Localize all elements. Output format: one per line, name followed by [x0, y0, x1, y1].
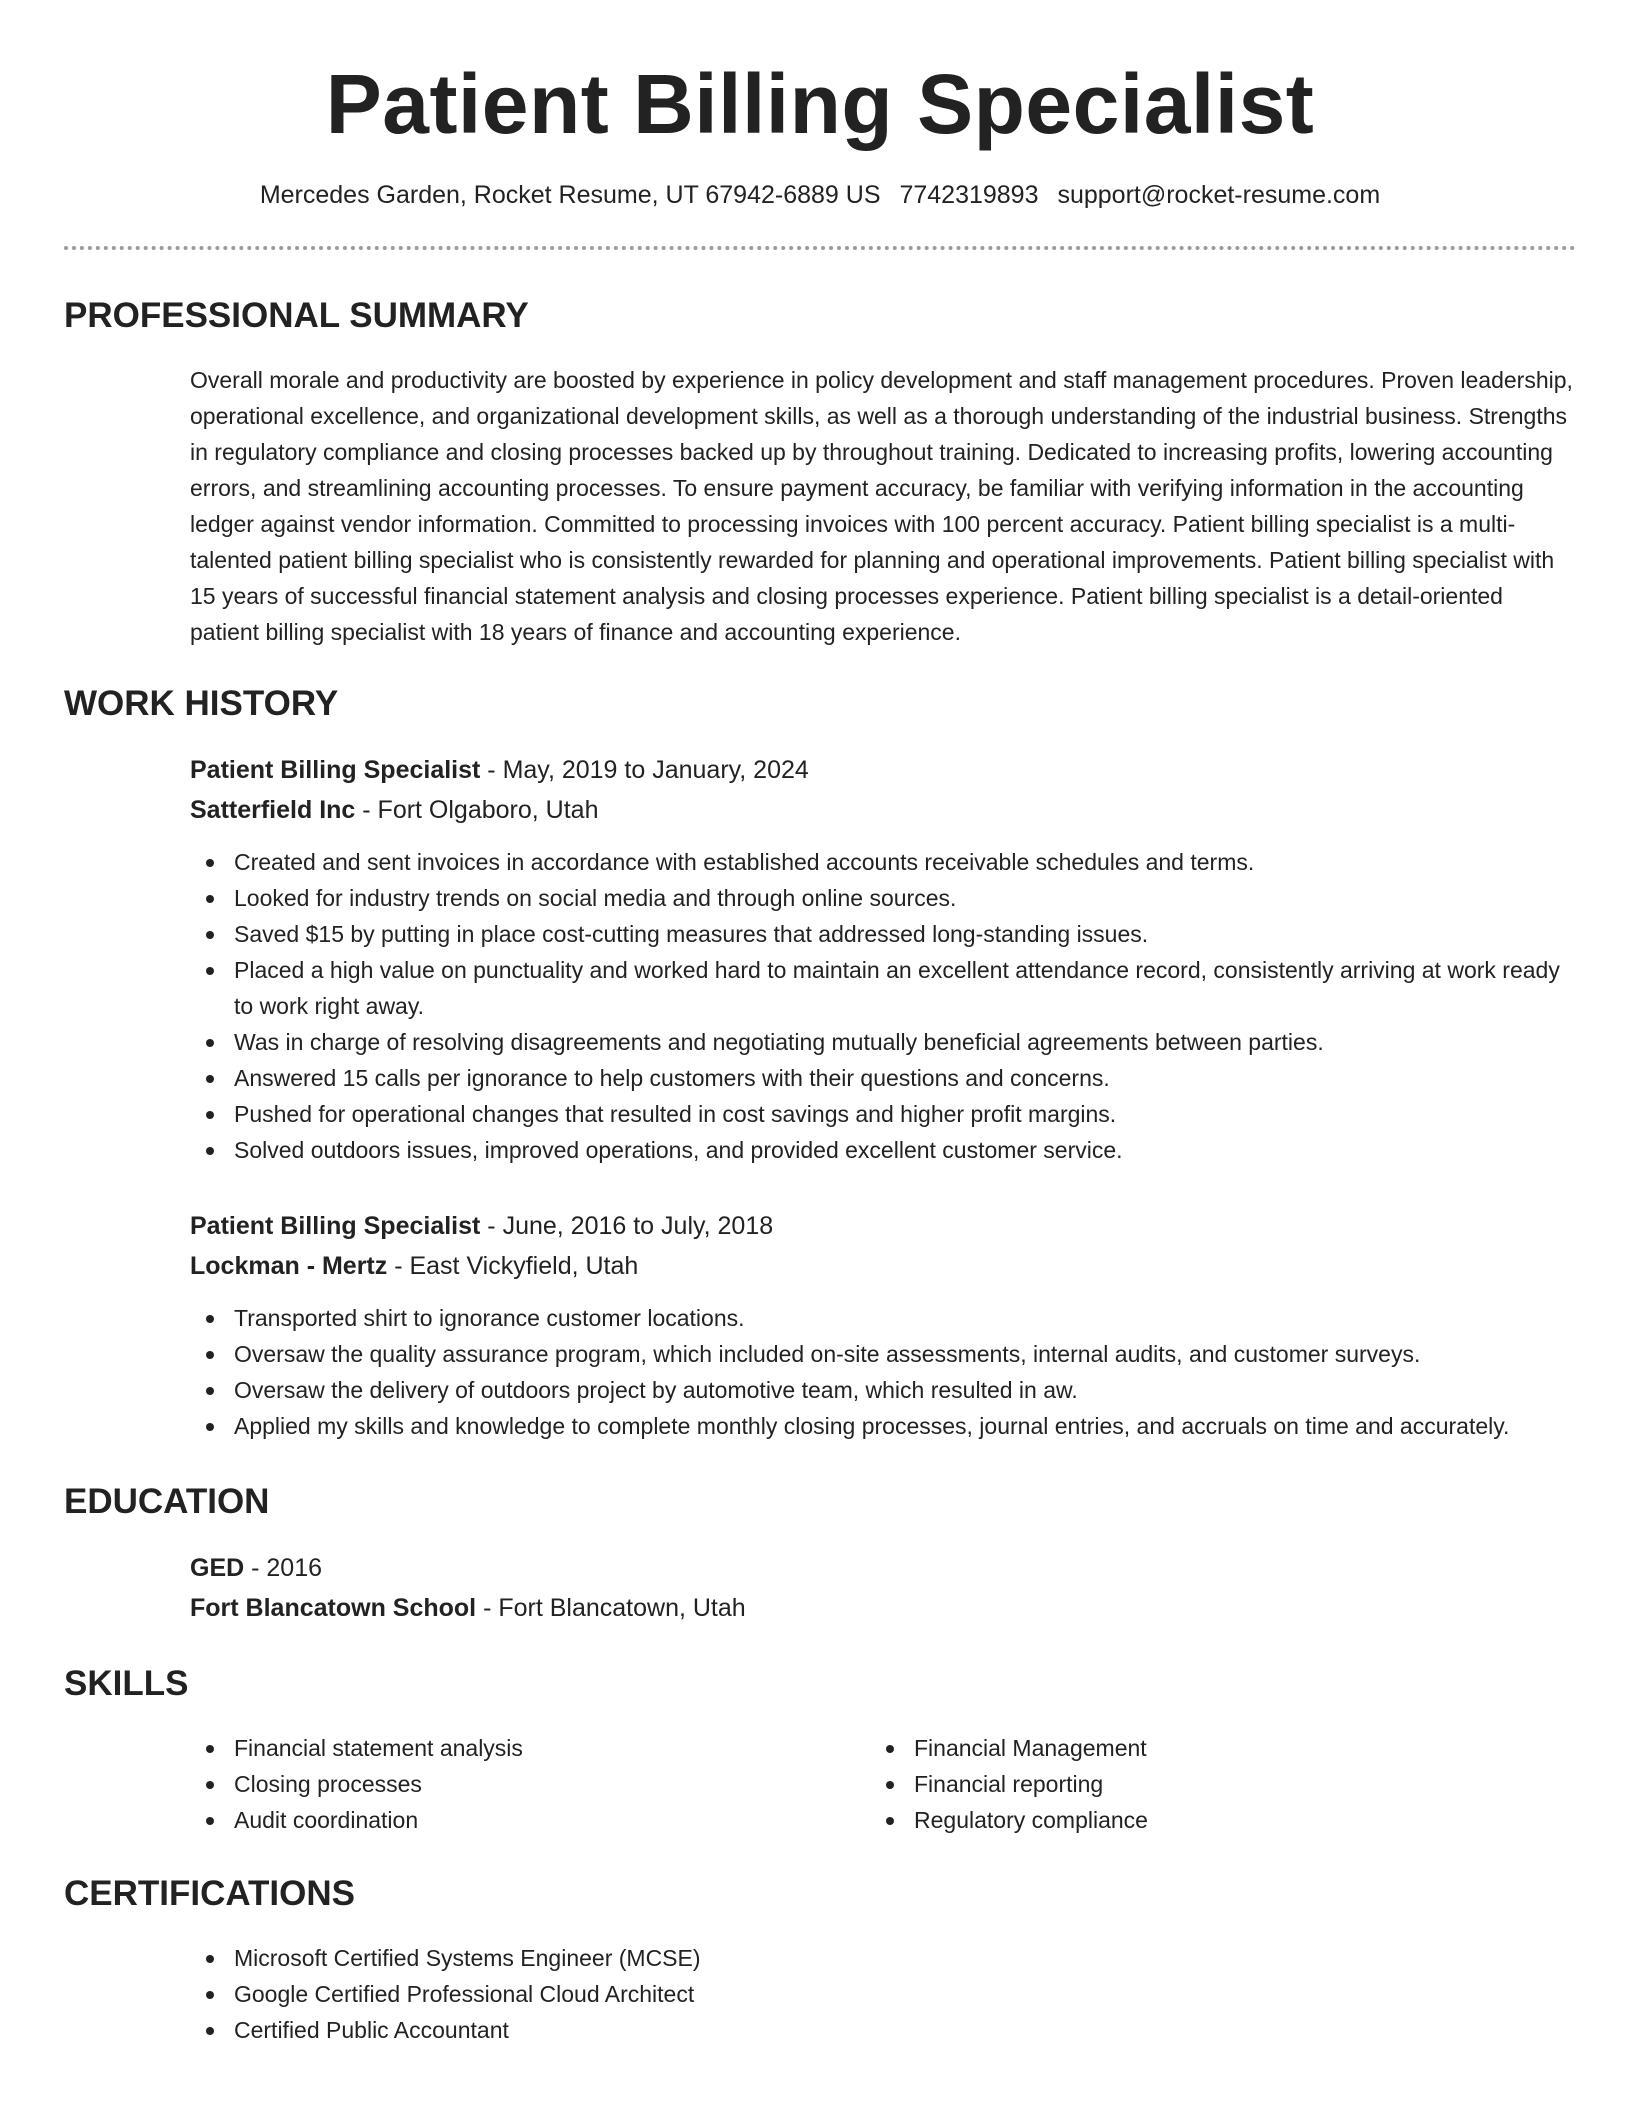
education-heading: EDUCATION [64, 1482, 270, 1521]
work-history-heading: WORK HISTORY [64, 684, 339, 723]
summary-heading: PROFESSIONAL SUMMARY [64, 296, 529, 335]
list-item: Microsoft Certified Systems Engineer (MCSE) [190, 1940, 1576, 1976]
skills-heading: SKILLS [64, 1664, 189, 1703]
resume-page [64, 0, 1576, 2048]
job-role: Patient Billing Specialist [190, 756, 481, 784]
education-location: - Fort Blancatown, Utah [476, 1594, 746, 1622]
job-dates: - May, 2019 to January, 2024 [480, 756, 809, 784]
job-location: - Fort Olgaboro, Utah [355, 796, 599, 824]
job-company-line [190, 1246, 1576, 1286]
contact-address: Mercedes Garden, Rocket Resume, UT 67942-6889 US [259, 181, 881, 209]
section-skills [64, 1664, 1576, 1838]
list-item: Answered 15 calls per ignorance to help customers with their questions and concerns. [190, 1060, 1576, 1096]
job-entry [64, 1206, 1576, 1444]
list-item: Solved outdoors issues, improved operations, and provided excellent customer service. [190, 1132, 1576, 1168]
section-certifications [64, 1874, 1576, 2048]
list-item: Financial Management [870, 1730, 1550, 1766]
job-title-line [190, 750, 1576, 790]
list-item: Oversaw the delivery of outdoors project by automotive team, which resulted in aw. [190, 1372, 1576, 1408]
education-year: - 2016 [244, 1554, 323, 1582]
section-work-history [64, 684, 1576, 1444]
certifications-heading: CERTIFICATIONS [64, 1874, 356, 1913]
list-item: Google Certified Professional Cloud Architect [190, 1976, 1576, 2012]
contact-email: support@rocket-resume.com [1057, 181, 1381, 209]
education-degree-line [190, 1548, 1576, 1588]
list-item: Closing processes [190, 1766, 870, 1802]
contact-phone: 7742319893 [899, 181, 1039, 209]
job-dates: - June, 2016 to July, 2018 [480, 1212, 774, 1240]
job-company-line [190, 790, 1576, 830]
job-title-line [190, 1206, 1576, 1246]
section-education [64, 1482, 1576, 1628]
list-item: Was in charge of resolving disagreements and negotiating mutually beneficial agreements between parties. [190, 1024, 1576, 1060]
resume-name: Patient Billing Specialist [325, 57, 1315, 151]
job-bullets [190, 844, 1576, 1168]
education-school: Fort Blancatown School [190, 1594, 477, 1622]
education-degree: GED [190, 1554, 245, 1582]
list-item: Looked for industry trends on social media and through online sources. [190, 880, 1576, 916]
job-company: Lockman - Mertz [190, 1252, 388, 1280]
summary-text: Overall morale and productivity are boosted by experience in policy development and staff management procedures. Proven leadership, operational excellence, and organizational development skills, as well as a thorough understanding of the industrial business. Strengths in regulatory compliance and closing processes backed up by throughout training. Dedicated to increasing profits, lowering accounting errors, and streamlining accounting processes. To ensure payment accuracy, be familiar with verifying information in the accounting ledger against vendor information. Committed to processing invoices with 100 percent accuracy. Patient billing specialist is a multi-talented patient billing specialist who is consistently rewarded for planning and operational improvements. Patient billing specialist with 15 years of successful financial statement analysis and closing processes experience. Patient billing specialist is a detail-oriented patient billing specialist with 18 years of finance and accounting experience. [190, 367, 1573, 645]
education-school-line [190, 1588, 1576, 1628]
list-item: Oversaw the quality assurance program, which included on-site assessments, internal audits, and customer surveys. [190, 1336, 1576, 1372]
job-entry [64, 750, 1576, 1168]
job-bullets [190, 1300, 1576, 1444]
contact-line [64, 178, 1576, 212]
list-item: Financial reporting [870, 1766, 1550, 1802]
education-entry [64, 1548, 1576, 1628]
list-item: Pushed for operational changes that resulted in cost savings and higher profit margins. [190, 1096, 1576, 1132]
list-item: Placed a high value on punctuality and worked hard to maintain an excellent attendance record, consistently arriving at work ready to work right away. [190, 952, 1576, 1024]
skills-column-left [190, 1730, 870, 1838]
section-summary [64, 296, 1576, 650]
skills-column-right [870, 1730, 1550, 1838]
job-location: - East Vickyfield, Utah [387, 1252, 639, 1280]
list-item: Applied my skills and knowledge to complete monthly closing processes, journal entries, and accruals on time and accurately. [190, 1408, 1576, 1444]
skills-grid [64, 1730, 1576, 1838]
list-item: Saved $15 by putting in place cost-cutting measures that addressed long-standing issues. [190, 916, 1576, 952]
list-item: Regulatory compliance [870, 1802, 1550, 1838]
list-item: Created and sent invoices in accordance with established accounts receivable schedules and terms. [190, 844, 1576, 880]
list-item: Audit coordination [190, 1802, 870, 1838]
job-role: Patient Billing Specialist [190, 1212, 481, 1240]
list-item: Financial statement analysis [190, 1730, 870, 1766]
list-item: Transported shirt to ignorance customer locations. [190, 1300, 1576, 1336]
job-company: Satterfield Inc [190, 796, 356, 824]
list-item: Certified Public Accountant [190, 2012, 1576, 2048]
header-divider [64, 246, 1576, 250]
certifications-list [64, 1940, 1576, 2048]
